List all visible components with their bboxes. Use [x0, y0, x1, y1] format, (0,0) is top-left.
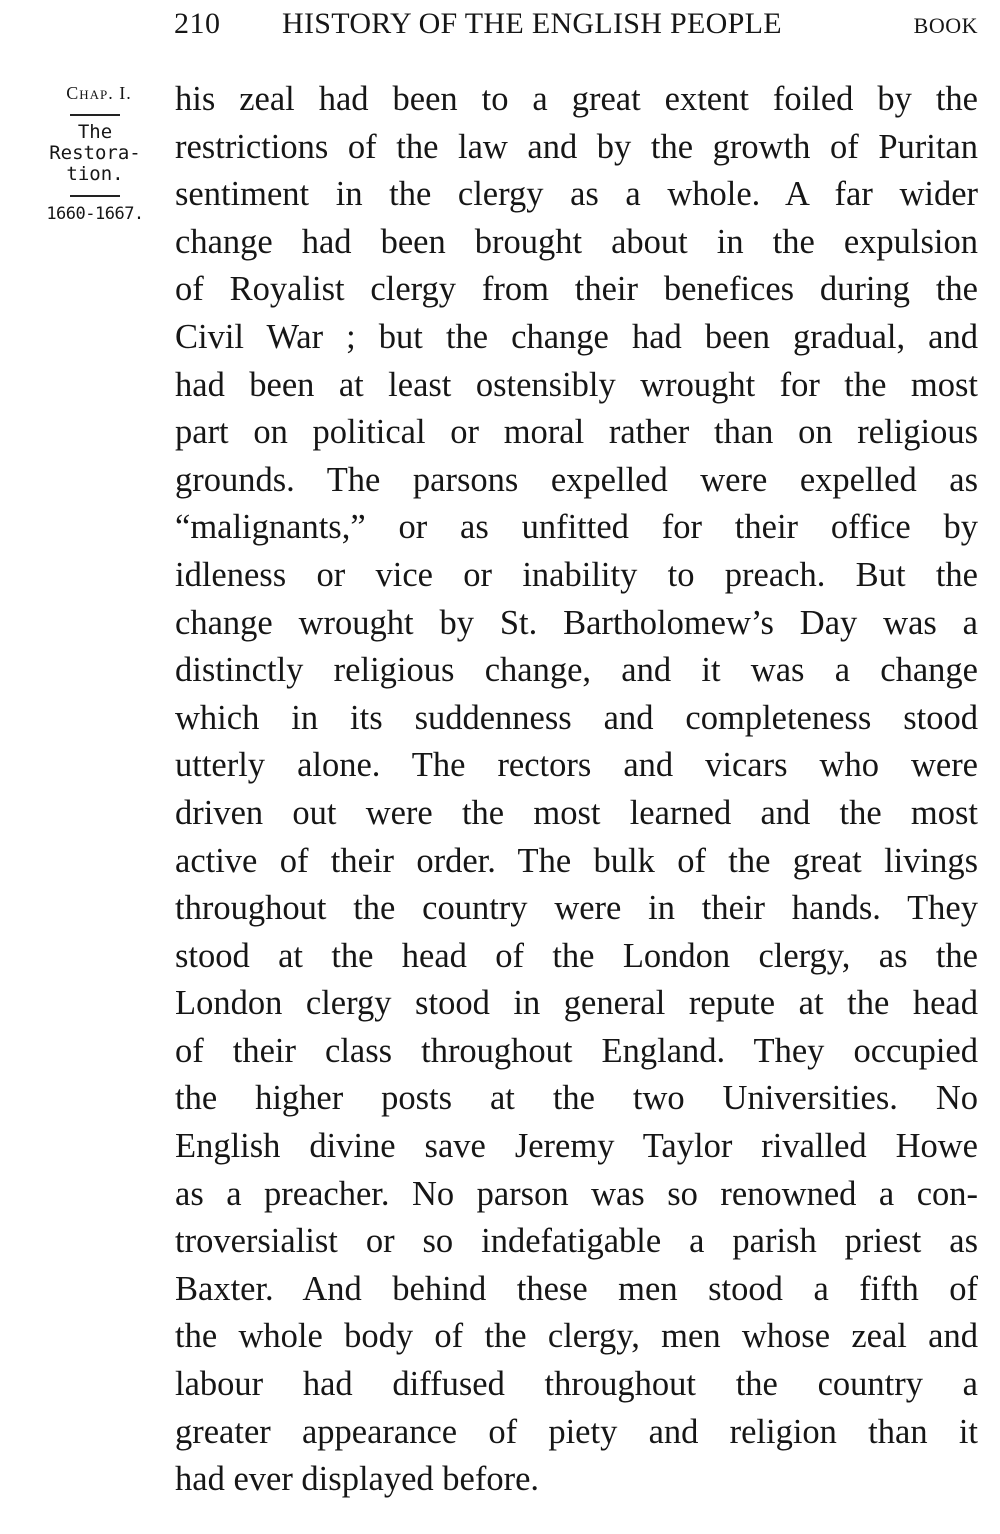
chapter-label: Chap. I. [66, 83, 132, 103]
text-line: the higher posts at the two Universities. No [175, 1079, 978, 1118]
text-line: sentiment in the clergy as a whole. A far wider [175, 175, 978, 214]
text-line: labour had diffused throughout the country a [175, 1365, 978, 1404]
text-line: active of their order. The bulk of the great livings [175, 841, 978, 880]
text-line: restrictions of the law and by the growth of Puritan [175, 127, 978, 166]
text-line: London clergy stood in general repute at the head [175, 984, 978, 1023]
body-text [175, 76, 978, 1504]
page-number: 210 [174, 7, 221, 40]
text-line: the whole body of the clergy, men whose zeal and [175, 1317, 978, 1356]
text-line: stood at the head of the London clergy, as the [175, 936, 978, 975]
text-line: driven out were the most learned and the most [175, 793, 978, 832]
text-line: idleness or vice or inability to preach. But the [175, 555, 978, 594]
section-title-line: Restora- [49, 142, 141, 164]
text-line: Civil War ; but the change had been gradual, and [175, 317, 978, 356]
text-line: had been at least ostensibly wrought for the most [175, 365, 978, 404]
text-line: change wrought by St. Bartholomew’s Day was a [175, 603, 978, 642]
text-line: of Royalist clergy from their benefices during the [175, 270, 978, 309]
text-line: distinctly religious change, and it was a change [175, 651, 978, 690]
margin-rule-bottom [70, 195, 120, 197]
text-line: “malignants,” or as unfitted for their office by [175, 508, 978, 547]
text-line: greater appearance of piety and religion than it [175, 1412, 978, 1451]
section-title [30, 122, 160, 185]
margin-rule-top [70, 114, 120, 116]
book-label: BOOK [913, 13, 978, 38]
running-title: HISTORY OF THE ENGLISH PEOPLE [282, 7, 782, 40]
text-line: Baxter. And behind these men stood a fifth of [175, 1269, 978, 1308]
section-title-line: tion. [66, 163, 124, 185]
text-line: troversialist or so indefatigable a parish priest as [175, 1222, 978, 1261]
text-line: as a preacher. No parson was so renowned a con- [175, 1174, 978, 1213]
text-line: had ever displayed before. [175, 1460, 540, 1499]
text-line: part on political or moral rather than on religious [175, 413, 978, 452]
text-line: English divine save Jeremy Taylor rivalled Howe [175, 1127, 978, 1166]
date-range: 1660-1667. [46, 204, 144, 224]
text-line: utterly alone. The rectors and vicars who were [175, 746, 978, 785]
text-line: throughout the country were in their hands. They [175, 889, 978, 928]
text-line: which in its suddenness and completeness stood [175, 698, 978, 737]
text-line: change had been brought about in the expulsion [175, 222, 978, 261]
margin-notes [30, 82, 160, 225]
running-head [174, 6, 978, 42]
section-title-line: The [77, 121, 113, 143]
text-line: grounds. The parsons expelled were expelled as [175, 460, 978, 499]
text-line: of their class throughout England. They occupied [175, 1031, 978, 1070]
text-line: his zeal had been to a great extent foiled by the [175, 80, 978, 118]
